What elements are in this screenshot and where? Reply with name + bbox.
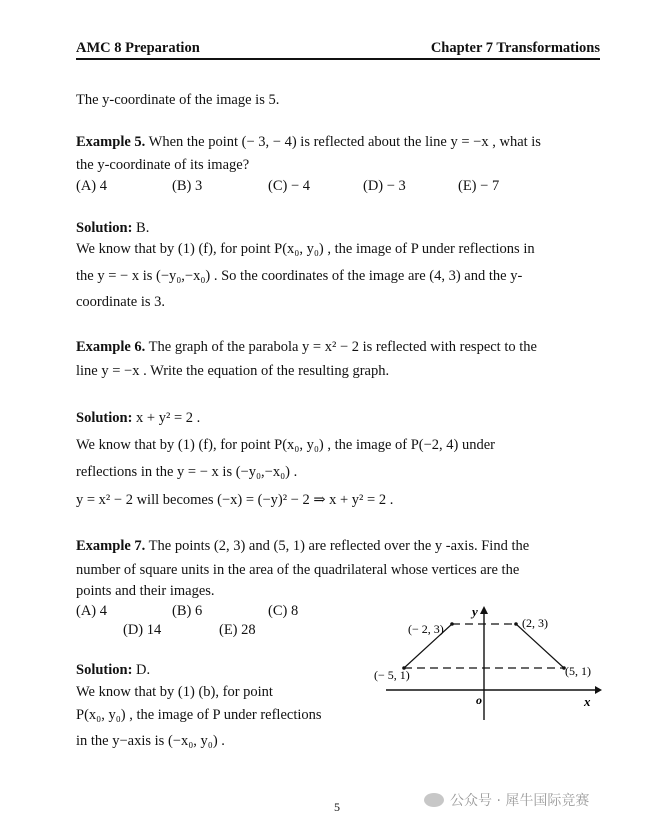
vertex-point-0: [450, 622, 454, 626]
solution-5-line1: We know that by (1) (f), for point P(x₀, y₀) , the image of P under reflections in: [76, 241, 535, 257]
solution-7-answer: D.: [136, 662, 151, 678]
solution-6-line2: reflections in the y = − x is (−y₀,−x₀) .: [76, 464, 298, 480]
ex5-choice-b: (B) 3: [172, 178, 203, 194]
intro-line: The y-coordinate of the image is 5.: [76, 92, 280, 108]
example-7-text2: number of square units in the area of the quadrilateral whose vertices are the: [76, 562, 520, 578]
watermark: [424, 790, 589, 810]
origin-label: o: [476, 693, 482, 707]
ex5-choice-e: (E) − 7: [458, 178, 500, 194]
page-number: 5: [334, 800, 340, 814]
x-axis-arrow-icon: [595, 686, 602, 694]
solution-7-label: Solution:: [76, 662, 133, 678]
ex5-choice-c: (C) − 4: [268, 178, 311, 194]
ex5-choice-a: (A) 4: [76, 178, 108, 194]
y-axis-label: y: [472, 604, 478, 619]
example-5-text1: When the point (− 3, − 4) is reflected about the line y = −x , what is: [148, 134, 541, 150]
solution-5-line3: coordinate is 3.: [76, 294, 165, 310]
watermark-text: 公众号 · 犀牛国际竞赛: [450, 793, 590, 809]
point-label-2-3: (2, 3): [522, 616, 548, 630]
header-right: Chapter 7 Transformations: [430, 40, 600, 56]
solution-6-line3: y = x² − 2 will becomes (−x) = (−y)² − 2 ⇒ x + y² = 2 .: [76, 492, 394, 508]
example-5-label: Example 5.: [76, 134, 146, 150]
solution-6-label: Solution:: [76, 410, 133, 426]
ex5-choice-d: (D) − 3: [363, 178, 406, 194]
example-6-text1: The graph of the parabola y = x² − 2 is reflected with respect to the: [148, 339, 537, 355]
x-axis-label: x: [584, 694, 591, 709]
example-7-label: Example 7.: [76, 538, 146, 554]
solution-6-line1: We know that by (1) (f), for point P(x₀, y₀) , the image of P(−2, 4) under: [76, 437, 495, 453]
example-7-text3: points and their images.: [76, 583, 215, 599]
solution-7-line1: We know that by (1) (b), for point: [76, 684, 273, 700]
header-left: AMC 8 Preparation: [76, 40, 200, 56]
ex7-choice-a: (A) 4: [76, 603, 108, 619]
solution-5-label: Solution:: [76, 220, 133, 236]
ex7-choice-d: (D) 14: [123, 622, 162, 638]
edge-right-slant: [516, 624, 564, 668]
solution-5-answer: B.: [136, 220, 150, 236]
solution-5-line2: the y = − x is (−y₀,−x₀) . So the coordinates of the image are (4, 3) and the y-: [76, 268, 523, 284]
example-5-text2: the y-coordinate of its image?: [76, 157, 250, 173]
solution-7-line2: P(x₀, y₀) , the image of P under reflections: [76, 707, 322, 723]
example-7-text1: The points (2, 3) and (5, 1) are reflected over the y -axis. Find the: [148, 538, 530, 554]
ex7-choice-e: (E) 28: [219, 622, 256, 638]
example-6-text2: line y = −x . Write the equation of the resulting graph.: [76, 363, 390, 379]
wechat-icon: [424, 793, 444, 807]
vertex-point-1: [514, 622, 518, 626]
point-label-neg5-1: (− 5, 1): [374, 668, 410, 682]
ex7-choice-b: (B) 6: [172, 603, 203, 619]
point-label-neg2-3: (− 2, 3): [408, 622, 444, 636]
solution-6-answer: x + y² = 2 .: [136, 410, 201, 426]
point-label-5-1: (5, 1): [565, 664, 591, 678]
example-6-label: Example 6.: [76, 339, 146, 355]
y-axis-arrow-icon: [480, 606, 488, 614]
ex7-choice-c: (C) 8: [268, 603, 299, 619]
solution-7-line3: in the y−axis is (−x₀, y₀) .: [76, 733, 225, 749]
